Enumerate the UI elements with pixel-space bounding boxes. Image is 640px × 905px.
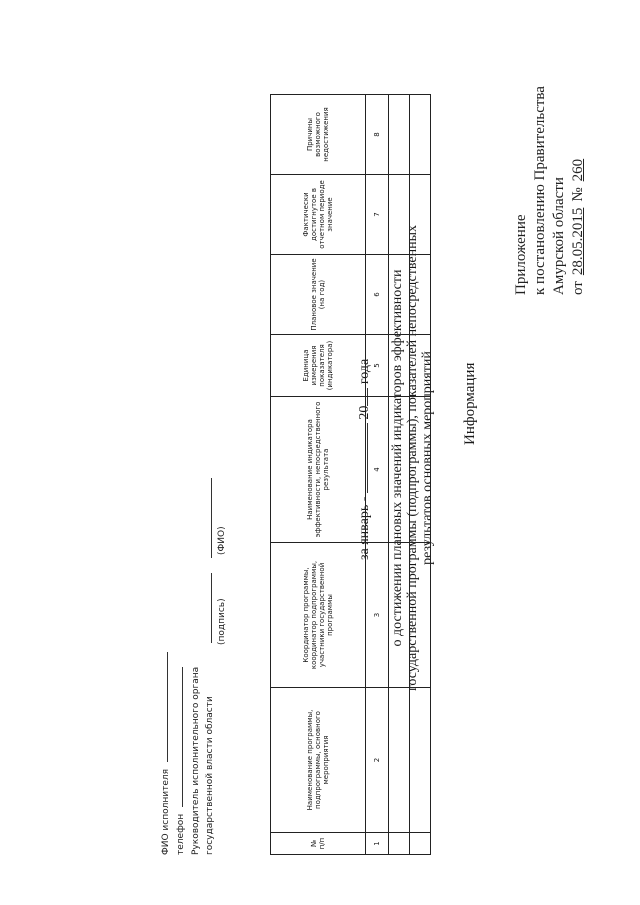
signature-line: [202, 573, 212, 643]
appendix-line1: Приложение: [513, 214, 529, 295]
table-cell: [389, 397, 410, 543]
table-cell: [389, 255, 410, 335]
resolution-number: 260: [570, 158, 586, 182]
executor-phone-row: [173, 652, 188, 855]
table-cell: [389, 175, 410, 255]
resolution-date: 28.05.2015: [570, 207, 586, 276]
header-cell: Плановое значение (на год): [271, 255, 366, 335]
executor-name-label: ФИО исполнителя: [161, 768, 171, 855]
header-cell: Единица измерения показателя (индикатора): [271, 335, 366, 397]
column-number: 4: [366, 397, 389, 543]
signatory-line1: Руководитель исполнительного органа: [191, 666, 201, 855]
appendix-dateline: [569, 86, 588, 295]
table-cell: [389, 833, 410, 855]
signature-captions: [216, 478, 230, 855]
table-cell: [410, 95, 431, 175]
header-cell: Наименование индикатора эффективности, непосредственного результата: [271, 397, 366, 543]
full-name-line: [202, 478, 212, 558]
header-cell: Координатор программы, координатор подпрограммы, участники государственной программы: [271, 543, 366, 688]
period-suffix: года: [357, 358, 372, 385]
executor-name-row: [158, 652, 173, 855]
executor-name-line: [158, 652, 168, 762]
table-cell: [389, 95, 410, 175]
executor-phone-label: телефон: [176, 813, 186, 855]
appendix-block: [512, 86, 588, 295]
table-cell: [389, 543, 410, 688]
table-cell: [389, 335, 410, 397]
header-cell: № п/п: [271, 833, 366, 855]
table-cell: [410, 397, 431, 543]
table-cell: [389, 688, 410, 833]
indicator-table: [270, 94, 431, 855]
column-number: 3: [366, 543, 389, 688]
executor-phone-line: [173, 667, 183, 807]
header-cell: Причины возможного недостижения: [271, 95, 366, 175]
table-header-row: [271, 95, 366, 855]
executor-block: [158, 652, 188, 855]
column-number-row: [366, 95, 389, 855]
header-cell: Фактически достигнутое в отчетном периоде значение: [271, 175, 366, 255]
date-prefix: от: [570, 281, 586, 295]
table-cell: [410, 833, 431, 855]
column-number: 7: [366, 175, 389, 255]
column-number: 8: [366, 95, 389, 175]
period-prefix: за январь -: [357, 496, 372, 560]
column-number: 5: [366, 335, 389, 397]
appendix-line3: Амурской области: [551, 177, 567, 295]
column-number: 6: [366, 255, 389, 335]
signature-block: [190, 478, 230, 855]
caption-signature: (подпись): [217, 598, 227, 645]
period-year-prefix: 20: [357, 405, 372, 420]
column-number: 2: [366, 688, 389, 833]
table-row: [410, 95, 431, 855]
caption-full-name: (ФИО): [217, 526, 227, 555]
document-subtitle: о достижении плановых значений индикаторов эффективности государственной программы (подпрограммы), показателей непосредственных результатов основных мероприятий: [390, 224, 435, 692]
table-cell: [410, 543, 431, 688]
table-cell: [410, 688, 431, 833]
table-row: [389, 95, 410, 855]
appendix-line2: к постановлению Правительства: [532, 86, 548, 295]
table-cell: [410, 175, 431, 255]
header-cell: Наименование программы, подпрограммы, основного мероприятия: [271, 688, 366, 833]
table-cell: [410, 255, 431, 335]
number-sign: №: [570, 187, 586, 202]
column-number: 1: [366, 833, 389, 855]
signatory-line2: государственной власти области: [205, 696, 215, 855]
signatory-line2-row: [202, 478, 216, 855]
table-cell: [410, 335, 431, 397]
document-title: Информация: [462, 362, 478, 445]
